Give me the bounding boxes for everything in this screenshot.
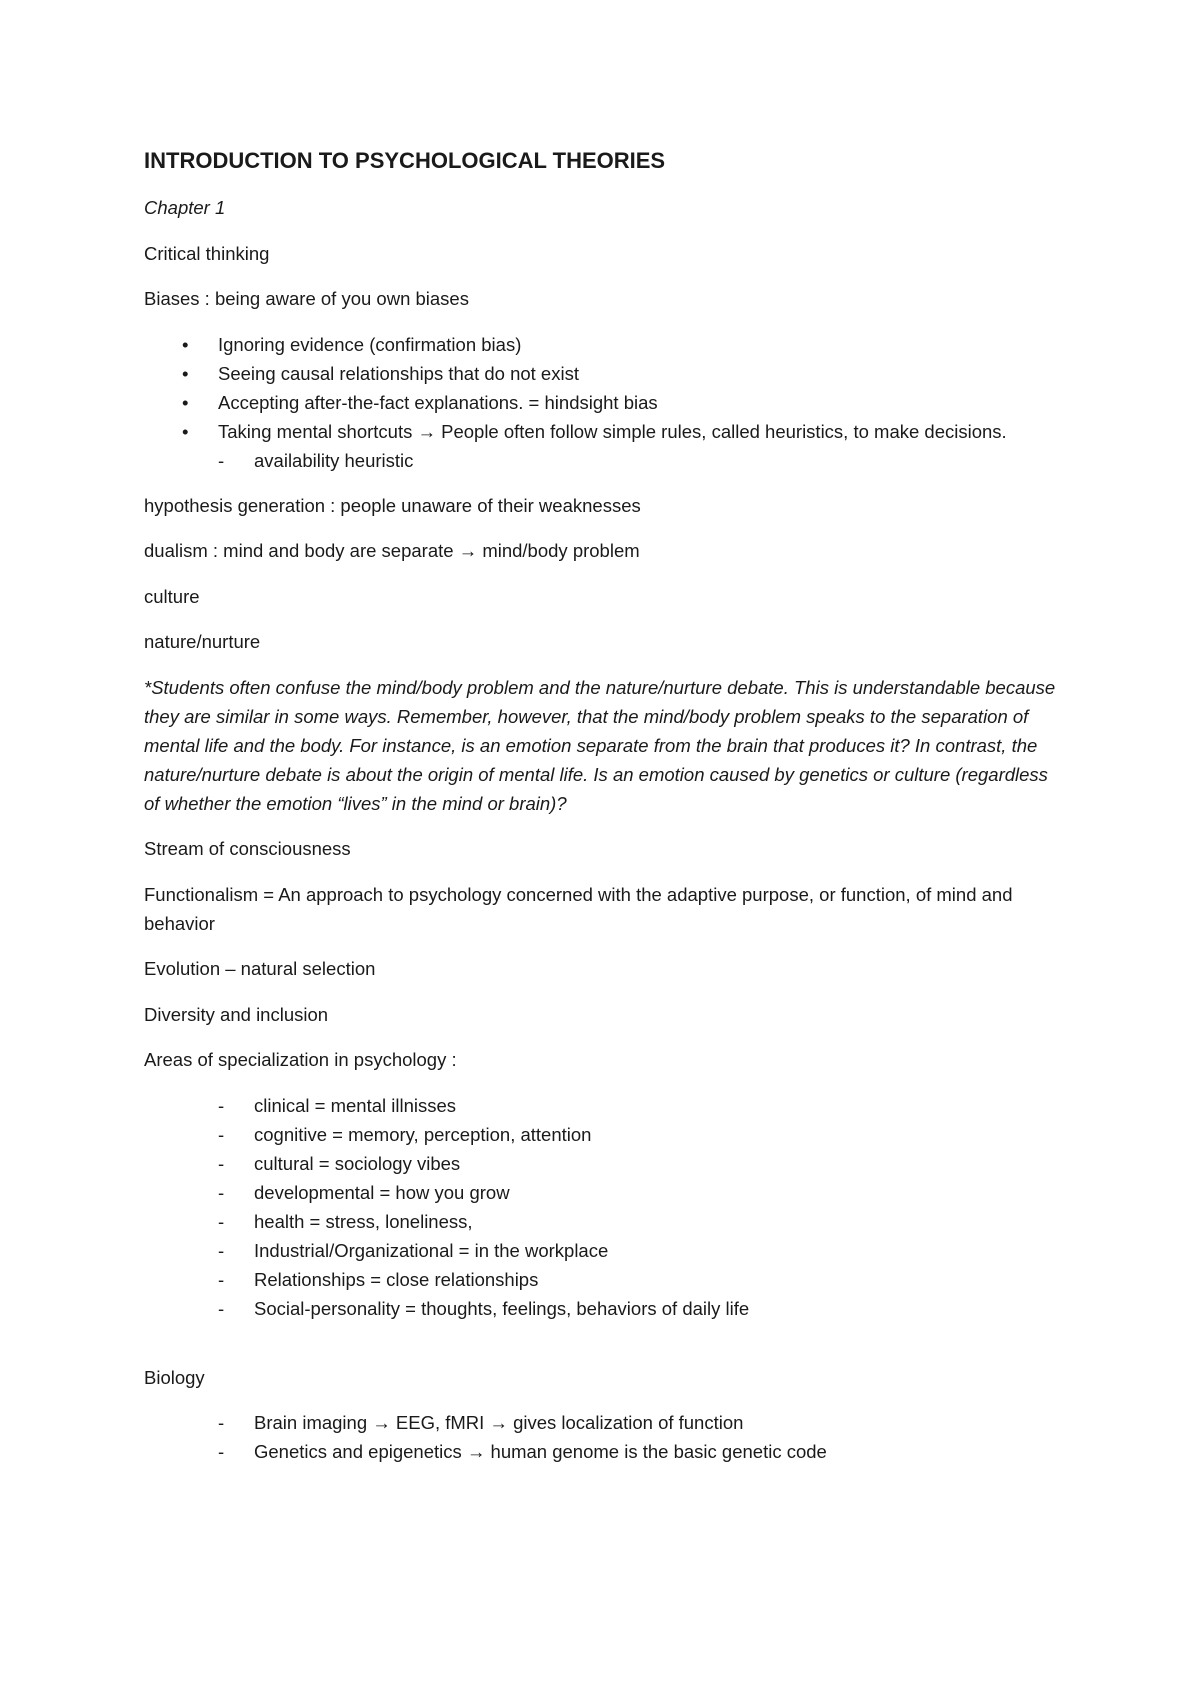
area-item-text: cognitive = memory, perception, attention — [254, 1123, 592, 1145]
dualism: dualism : mind and body are separate → mind/body problem — [144, 540, 640, 561]
dash-icon: - — [218, 1441, 225, 1462]
area-item — [144, 1265, 1064, 1294]
bias-item-text: Ignoring evidence (confirmation bias) — [218, 333, 522, 355]
bias-item-text: Accepting after-the-fact explanations. = hindsight bias — [218, 391, 658, 413]
bullet-icon: • — [182, 362, 189, 384]
bullet-icon: • — [182, 420, 189, 442]
biology-list — [144, 1408, 1064, 1466]
bias-item-text: Seeing causal relationships that do not exist — [218, 362, 579, 384]
dash-icon: - — [218, 1123, 225, 1145]
dash-icon: - — [218, 1094, 225, 1116]
functionalism: Functionalism = An approach to psychology concerned with the adaptive purpose, or function, of mind and behavior — [144, 883, 1013, 934]
biology-item-text: Brain imaging → EEG, fMRI → gives localization of function — [254, 1412, 744, 1433]
area-item — [144, 1294, 1064, 1323]
bias-item — [144, 330, 1064, 359]
area-item-text: developmental = how you grow — [254, 1181, 510, 1203]
areas-heading: Areas of specialization in psychology : — [144, 1049, 457, 1070]
student-note: *Students often confuse the mind/body problem and the nature/nurture debate. This is understandable because they are similar in some ways. Remember, however, that the mind/body problem speaks to the separation of mental life and the body. For instance, is an emotion separate from the brain that produces it? In contrast, the nature/nurture debate is about the origin of mental life. Is an emotion caused by genetics or culture (regardless of whether the emotion “lives” in the mind or brain)? — [144, 676, 1056, 814]
bias-list — [144, 330, 1064, 475]
bias-item — [144, 388, 1064, 417]
biology-item — [144, 1437, 1064, 1466]
area-item-text: Industrial/Organizational = in the workplace — [254, 1239, 609, 1261]
heading-biases: Biases : being aware of you own biases — [144, 288, 469, 309]
dash-icon: - — [218, 1152, 225, 1174]
area-item — [144, 1178, 1064, 1207]
culture: culture — [144, 585, 200, 607]
area-item — [144, 1149, 1064, 1178]
area-item — [144, 1120, 1064, 1149]
dash-icon: - — [218, 1297, 225, 1319]
dash-icon: - — [218, 1210, 225, 1232]
areas-list — [144, 1091, 1064, 1323]
bias-subitem — [144, 446, 1064, 475]
hypothesis-generation: hypothesis generation : people unaware of their weaknesses — [144, 494, 641, 516]
bias-item — [144, 417, 1064, 446]
diversity-inclusion: Diversity and inclusion — [144, 1003, 329, 1025]
stream-of-consciousness: Stream of consciousness — [144, 838, 351, 859]
area-item-text: cultural = sociology vibes — [254, 1152, 461, 1174]
bias-item — [144, 359, 1064, 388]
area-item-text: Relationships = close relationships — [254, 1268, 539, 1290]
area-item — [144, 1207, 1064, 1236]
document-title: INTRODUCTION TO PSYCHOLOGICAL THEORIES — [144, 148, 666, 173]
bullet-icon: • — [182, 391, 189, 413]
area-item-text: Social-personality = thoughts, feelings, behaviors of daily life — [254, 1297, 750, 1319]
biology-item-text: Genetics and epigenetics → human genome is the basic genetic code — [254, 1441, 827, 1462]
document-body — [144, 146, 1064, 1466]
chapter-label: Chapter 1 — [144, 197, 226, 218]
dash-icon: - — [218, 1268, 225, 1290]
heading-critical-thinking: Critical thinking — [144, 242, 270, 264]
spacer — [144, 1323, 1064, 1363]
area-item — [144, 1236, 1064, 1265]
biology-item — [144, 1408, 1064, 1437]
area-item-text: clinical = mental illnisses — [254, 1094, 457, 1116]
bullet-icon: • — [182, 333, 189, 355]
dash-icon: - — [218, 1412, 225, 1433]
dash-icon: - — [218, 449, 225, 471]
area-item-text: health = stress, loneliness, — [254, 1210, 473, 1232]
evolution: Evolution – natural selection — [144, 958, 376, 979]
bias-item-text: Taking mental shortcuts → People often follow simple rules, called heuristics, to make decisions. — [218, 420, 1007, 442]
bias-subitem-text: availability heuristic — [254, 449, 414, 471]
nature-nurture: nature/nurture — [144, 631, 261, 652]
area-item — [144, 1091, 1064, 1120]
dash-icon: - — [218, 1181, 225, 1203]
heading-biology: Biology — [144, 1366, 205, 1388]
dash-icon: - — [218, 1239, 225, 1261]
